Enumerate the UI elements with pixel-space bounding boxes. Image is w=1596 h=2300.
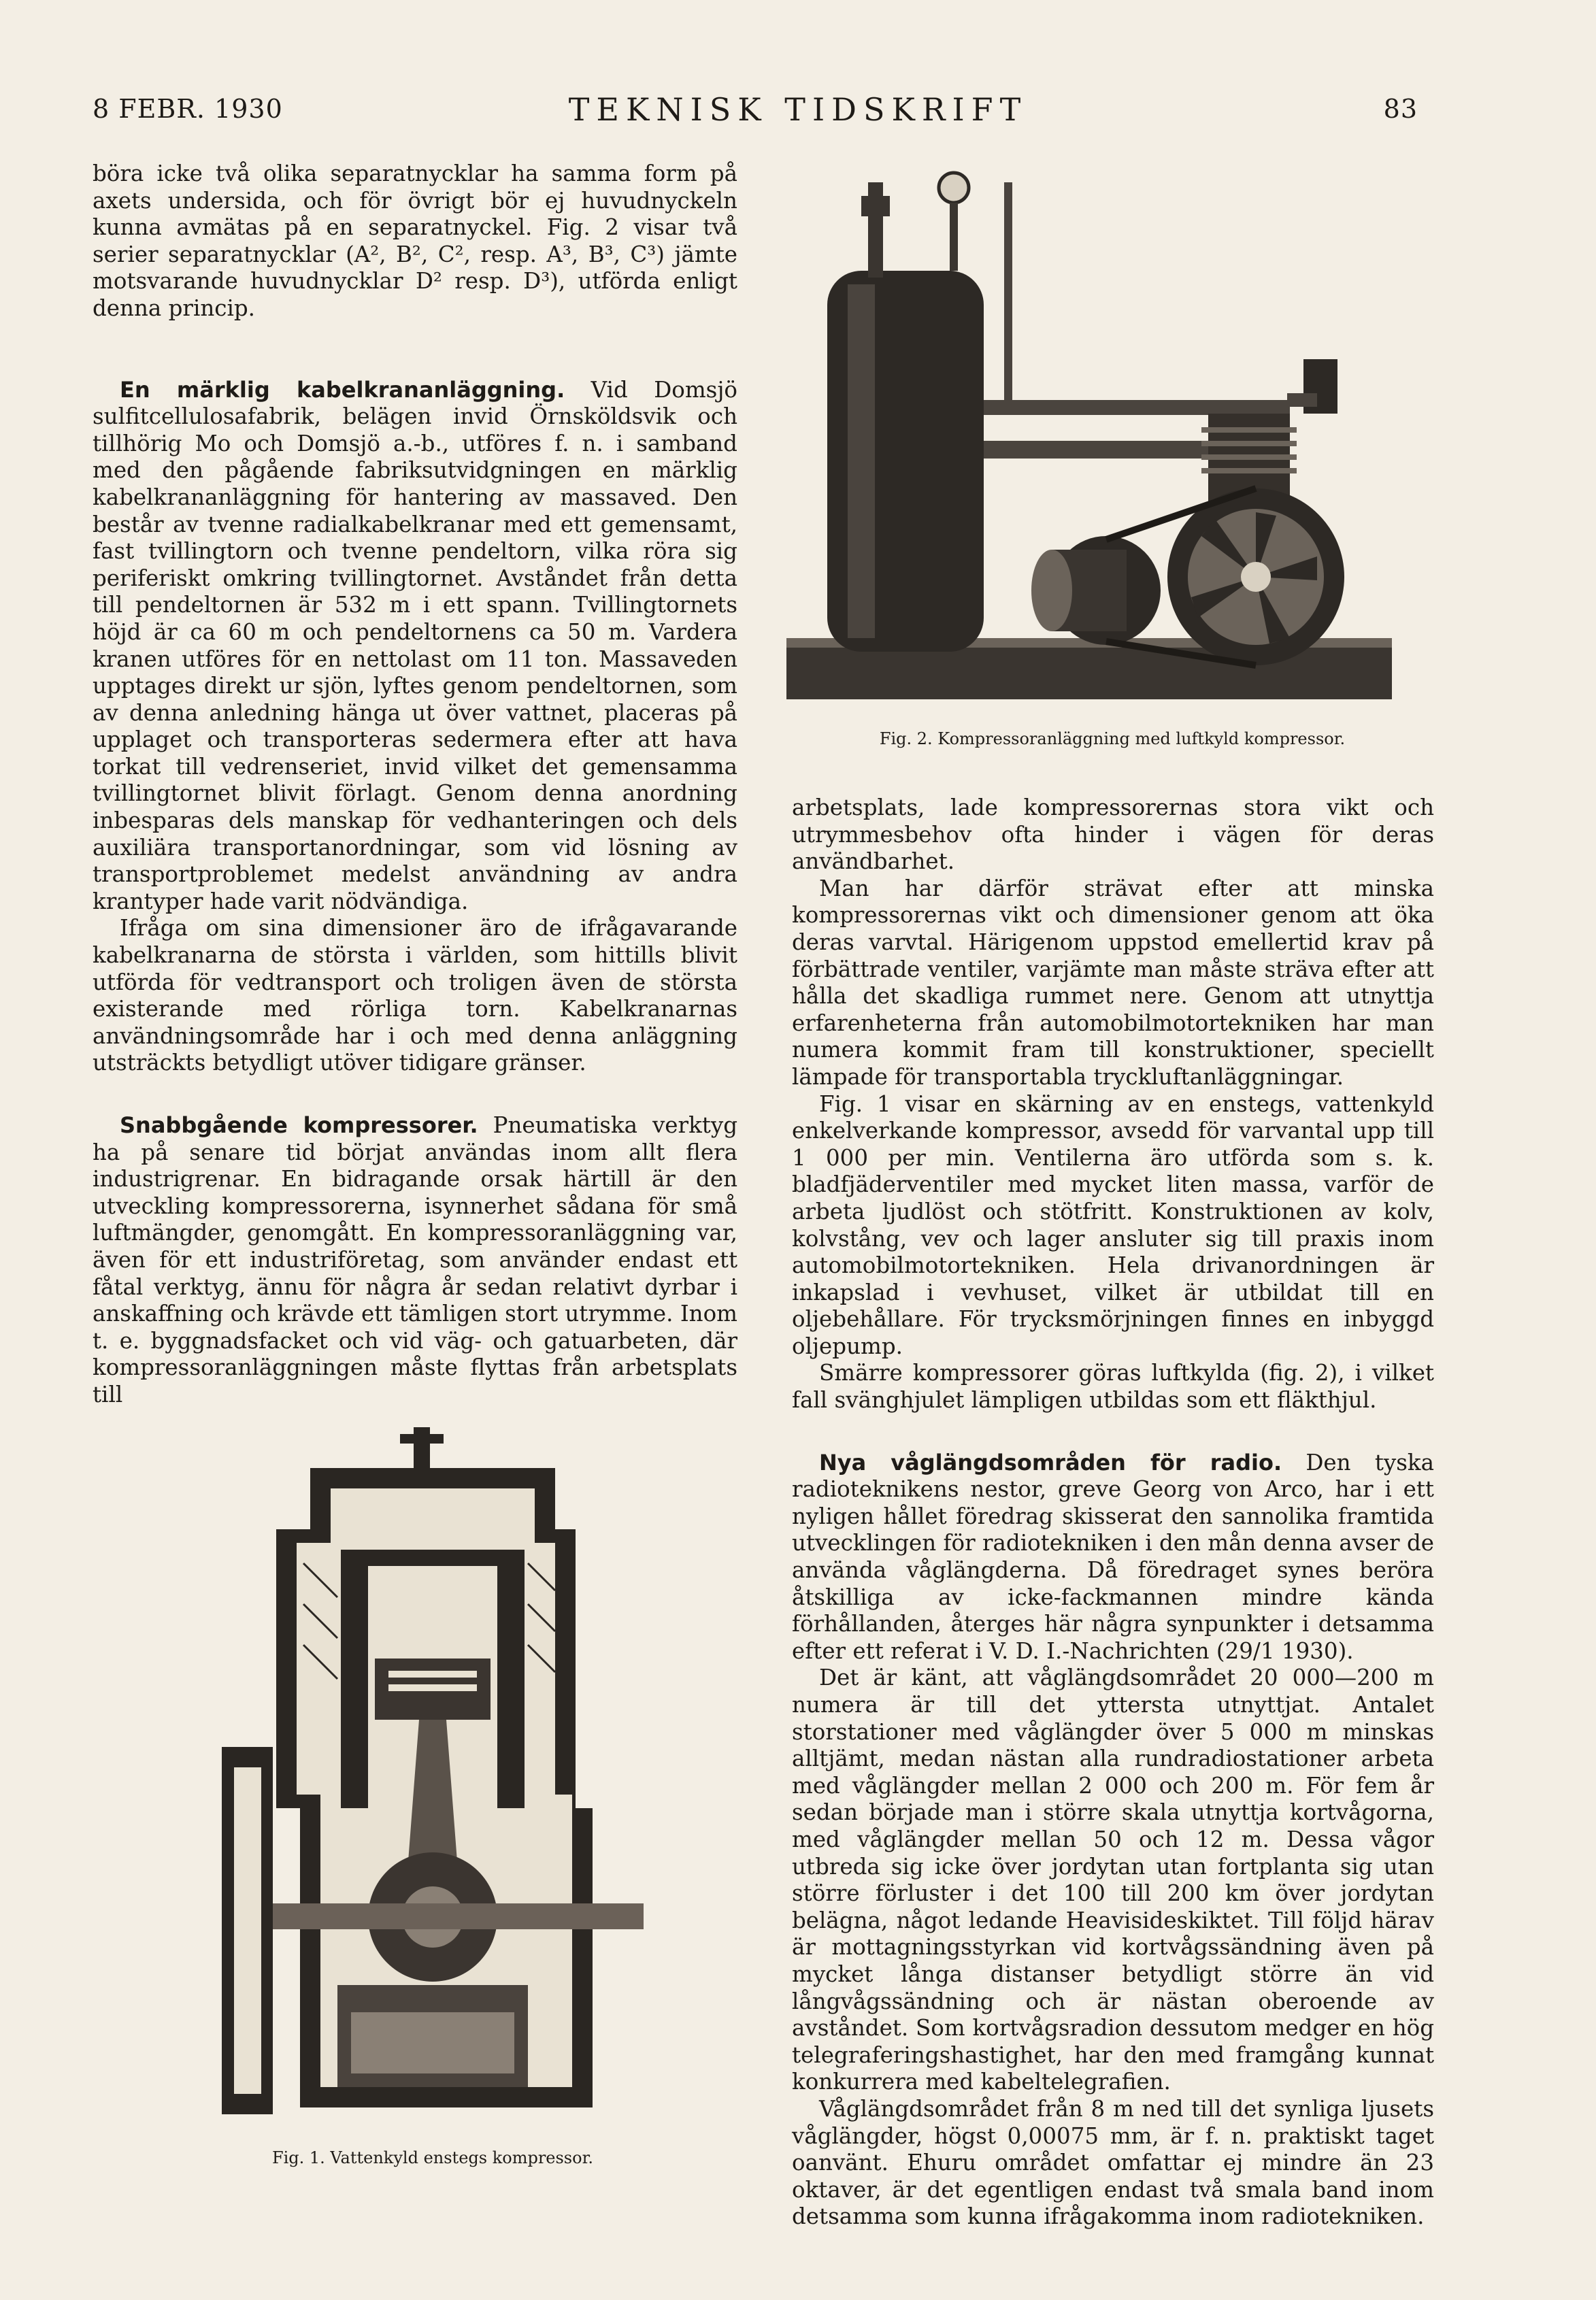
- section-cable-crane: [93, 377, 737, 916]
- paragraph: Det är känt, att våglängdsområdet 20 000—200 m numera är till det yttersta utnyttjat. Antalet storstationer med våglängder över 5 000 m minskas alltjämt, medan nästan alla rundradiostationer arbeta med våglängder mellan 2 000 och 200 m. För fem år sedan började man i större skala utnyttja kortvågorna, med våglängder mellan 50 och 12 m. Dessa vågor utbreda sig icke över jordytan utan fortplanta sig utan större förluster i det 100 till 200 km över jordytan belägna, något ledande Heavisideskiktet. Till följd härav är mottagningsstyrkan vid kortvågssändning även på mycket långa distanser betydligt större än vid långvågssändning och är nästan oberoende av avståndet. Som kortvågsradion dessutom medger en hög telegraferingshastighet, har den med framgång kunnat konkurrera med kabeltelegrafien.: [792, 1665, 1434, 2095]
- section-title: Nya våglängdsområden för radio.: [819, 1449, 1282, 1476]
- paragraph: Smärre kompressorer göras luftkylda (fig. 2), i vilket fall svänghjulet lämpligen utbildas som ett fläkthjul.: [792, 1360, 1434, 1414]
- issue-date: 8 FEBR. 1930: [93, 94, 283, 124]
- paragraph: arbetsplats, lade kompressorernas stora vikt och utrymmesbehov ofta hinder i vägen för deras användbarhet.: [792, 795, 1434, 875]
- paragraph: Man har därför strävat efter att minska kompressorernas vikt och dimensioner genom att öka deras varvtal. Härigenom uppstod emellertid krav på förbättrade ventiler, varjämte man måste sträva efter att hålla det skadliga rummet nere. Genom att utnyttja erfarenheterna från automobilmotortekniken har man numera kommit fram till konstruktioner, speciellt lämpade för transportabla tryckluftanläggningar.: [792, 875, 1434, 1090]
- section-radio-wavelengths: [792, 1450, 1434, 1665]
- fig1-caption: Fig. 1. Vattenkyld enstegs kompressor.: [271, 2148, 594, 2167]
- journal-title: TEKNISK TIDSKRIFT: [568, 91, 1028, 128]
- fig2-caption: Fig. 2. Kompressoranläggning med luftkyld kompressor.: [879, 729, 1346, 748]
- paragraph: Pneumatiska verktyg ha på senare tid börjat användas inom allt flera industrigrenar. En bidragande orsak härtill är den utveckling kompressorerna, isynnerhet sådana för små luftmängder, genomgått. En kompressoranläggning var, även för ett industriföretag, som använder endast ett fåtal verktyg, ännu för några år sedan relativt dyrbar i anskaffning och krävde ett tämligen stort utrymme. Inom t. e. byggnadsfacket och vid väg- och gatuarbeten, där kompressoranläggningen måste flyttas från arbetsplats till: [93, 1112, 737, 1407]
- fig1-compressor-section-illustration: [222, 1427, 644, 2121]
- left-column: [93, 161, 737, 1409]
- paragraph: Vid Domsjö sulfitcellulosafabrik, belägen invid Örnsköldsvik och tillhörig Mo och Domsjö a.-b., utföres f. n. i samband med den pågående fabriksutvidgningen en märklig kabelkrananläggning för hantering av massaved. Den består av tvenne radialkabelkranar med ett gemensamt, fast tvillingtorn och tvenne pendeltorn, vilka röra sig periferiskt omkring tvillingtornet. Avståndet från detta till pendeltornen är 532 m i ett spann. Tvillingtornets höjd är ca 60 m och pendeltornens ca 50 m. Vardera kranen utföres för en nettolast om 11 ton. Massaveden upptages direkt ur sjön, lyftes genom pendeltornen, som av denna anledning hänga ut över vattnet, placeras på upplaget och transporteras sedermera efter att hava torkat till vedrenseriet, invid vilket det gemensamma tvillingtornet blivit förlagt. Genom denna anordning inbesparas dels manskap för vedhanteringen och dels auxiliära transportanordningar, som vid lösning av transportproblemet medelst användning av andra krantyper hade varit nödvändiga.: [93, 376, 737, 914]
- page-number: 83: [1383, 94, 1418, 124]
- section-title: Snabbgående kompressorer.: [120, 1112, 478, 1138]
- paragraph: Ifråga om sina dimensioner äro de ifrågavarande kabelkranarna de största i världen, som hittills blivit utförda för vedtransport och troligen även de största existerande med rörliga torn. Kabelkranarnas användningsområde har i och med denna anläggning utsträckts betydligt utöver tidigare gränser.: [93, 915, 737, 1076]
- paragraph: Våglängdsområdet från 8 m ned till det synliga ljusets våglängder, högst 0,00075 mm, är f. n. praktiskt taget oanvänt. Ehuru området omfattar ej mindre än 23 oktaver, är det egentligen endast två smala band inom detsamma som kunna ifrågakomma inom radiotekniken.: [792, 2095, 1434, 2230]
- paragraph: Fig. 1 visar en skärning av en enstegs, vattenkyld enkelverkande kompressor, avsedd för varvantal upp till 1 000 per min. Ventilerna äro utförda som s. k. bladfjäderventiler med mycket liten massa, varför de arbeta ljudlöst och stötfritt. Konstruktionen av kolv, kolvstång, vev och lager ansluter sig till praxis inom automobilmotortekniken. Hela drivanordningen är inkapslad i vevhuset, vilket är utbildat till en oljebehållare. För trycksmörjningen finnes en inbyggd oljepump.: [792, 1090, 1434, 1359]
- right-column: [792, 795, 1434, 2231]
- fig2-compressor-installation-photo: [786, 169, 1438, 713]
- paragraph: Den tyska radioteknikens nestor, greve Georg von Arco, har i ett nyligen hållet föredrag skisserat den sannolika framtida utvecklingen för radiotekniken i den mån denna avser de använda våglängderna. Då föredraget synes beröra åtskilliga av icke-fackmannen mindre kända förhållanden, återges här några synpunkter i detsamma efter ett referat i V. D. I.-Nachrichten (29/1 1930).: [792, 1449, 1434, 1664]
- section-title: En märklig kabelkrananläggning.: [120, 376, 565, 403]
- section-compressors: [93, 1112, 737, 1409]
- intro-paragraph: böra icke två olika separatnycklar ha samma form på axets undersida, och för övrigt bör ej huvudnyckeln kunna avmätas på en separatnyckel. Fig. 2 visar två serier separatnycklar (A², B², C², resp. A³, B³, C³) jämte motsvarande huvudnycklar D² resp. D³), utförda enligt denna princip.: [93, 161, 737, 321]
